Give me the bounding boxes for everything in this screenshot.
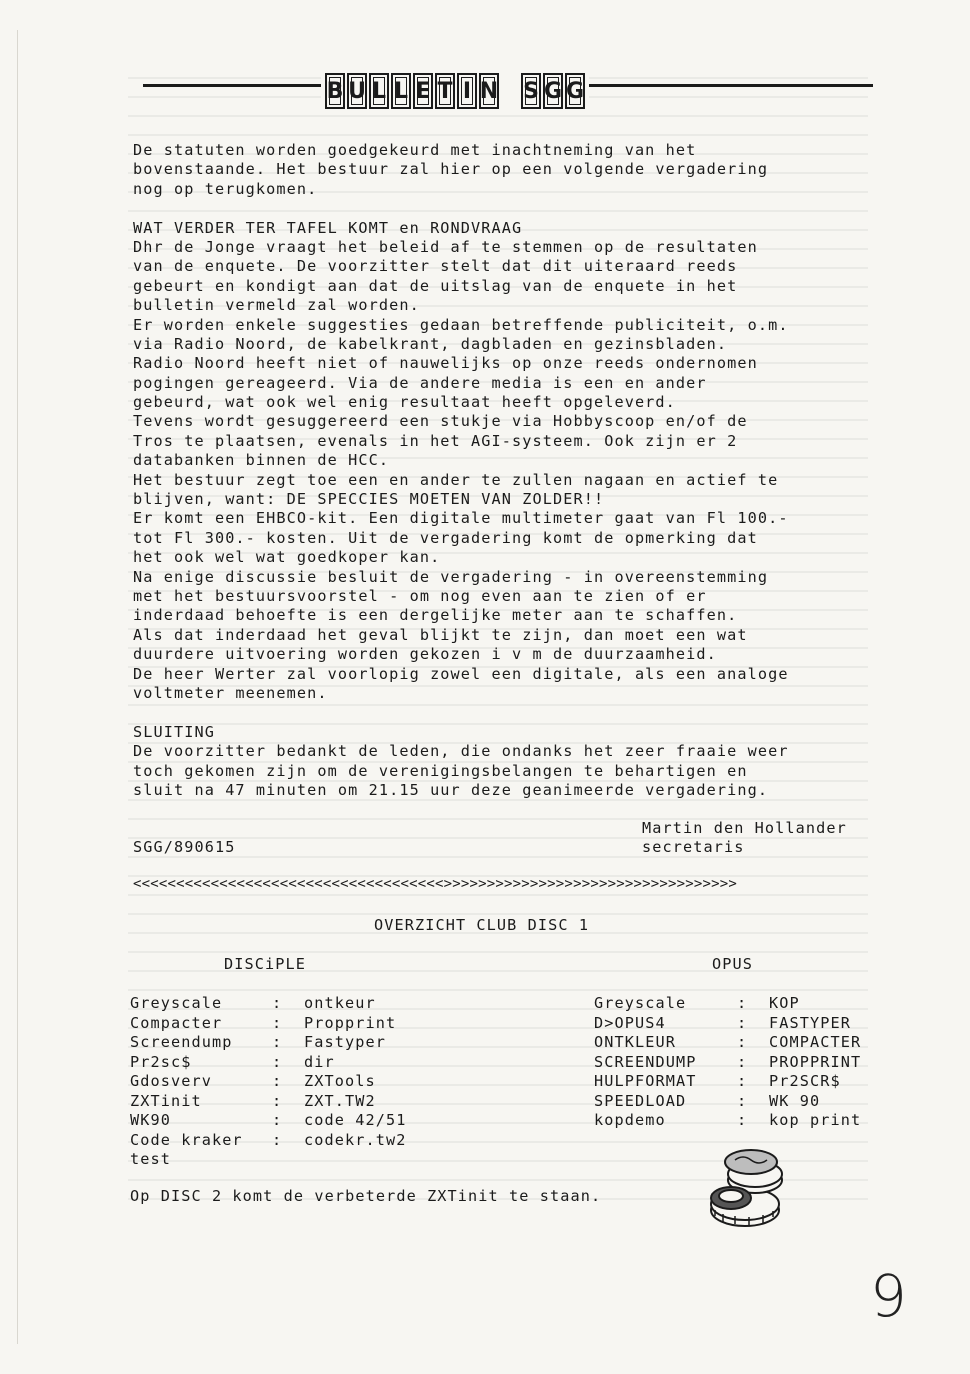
file-name: Screendump <box>130 1033 233 1051</box>
body-line: gebeurt en kondigt aan dat de uitslag van de enquete in het <box>133 276 738 295</box>
file-row <box>130 1072 406 1092</box>
file-row <box>594 1033 861 1053</box>
body-line: Er komt een EHBCO-kit. Een digitale multimeter gaat van Fl 100.- <box>133 509 789 528</box>
body-line: Het bestuur zegt toe een en ander te zullen nagaan en actief te <box>133 470 779 489</box>
body-line: De voorzitter bedankt de leden, die ondanks het zeer fraaie weer <box>133 742 789 761</box>
title-letter-block: G <box>543 73 563 109</box>
title-letter-block: B <box>325 73 345 109</box>
separator-arrows: <<<<<<<<<<<<<<<<<<<<<<<<<<<<<<<<<<<<>>>>>>>>>>>>>>>>>>>>>>>>>>>>>>>>>> <box>133 876 738 892</box>
body-line <box>133 199 883 218</box>
body-line: met het bestuursvoorstel - om nog even aan te zien of er <box>133 586 707 605</box>
body-line: Tros te plaatsen, evenals in het AGI-systeem. Ook zijn er 2 <box>133 431 738 450</box>
body-line: nog op terugkomen. <box>133 179 318 198</box>
body-line: sluit na 47 minuten om 21.15 uur deze geanimeerde vergadering. <box>133 780 769 799</box>
minutes-body <box>133 141 883 800</box>
file-row <box>130 994 406 1014</box>
file-name: COMPACTER <box>769 1033 862 1051</box>
title-letter-block: I <box>457 73 477 109</box>
body-line: WAT VERDER TER TAFEL KOMT en RONDVRAAG <box>133 218 523 237</box>
file-name: codekr.tw2 <box>304 1130 407 1149</box>
title-letter-block: T <box>435 73 455 109</box>
body-line: Tevens wordt gesuggereerd een stukje via Hobbyscoop en/of de <box>133 412 748 431</box>
body-line: bulletin vermeld zal worden. <box>133 296 420 315</box>
body-line: databanken binnen de HCC. <box>133 451 390 470</box>
body-line: De heer Werter zal voorlopig zowel een digitale, als een analoge <box>133 664 789 683</box>
file-name: WK 90 <box>769 1091 821 1110</box>
opus-heading: OPUS <box>712 955 753 973</box>
file-row <box>130 1131 406 1151</box>
row-separator: : <box>737 1072 748 1090</box>
page-edge <box>17 30 18 1344</box>
title-letter-block: N <box>479 73 499 109</box>
page-number: 9 <box>870 1262 907 1330</box>
file-name: KOP <box>769 994 800 1012</box>
body-line: het ook wel wat goedkoper kan. <box>133 548 441 567</box>
body-line: inderdaad behoefte is een dergelijke meter aan te schaffen. <box>133 606 738 625</box>
body-line: via Radio Noord, de kabelkrant, dagbladen en gezinsbladen. <box>133 334 728 353</box>
file-name: SCREENDUMP <box>594 1052 697 1071</box>
file-name: D>OPUS4 <box>594 1013 666 1032</box>
overview-title: OVERZICHT CLUB DISC 1 <box>374 916 590 934</box>
file-name: dir <box>304 1052 335 1071</box>
file-name: test <box>130 1150 171 1168</box>
body-line: gebeurd, wat ook wel enig resultaat heeft opgeleverd. <box>133 393 676 412</box>
body-line: blijven, want: DE SPECCIES MOETEN VAN ZOLDER!! <box>133 490 605 509</box>
file-name: Greyscale <box>594 994 687 1012</box>
opus-file-list <box>594 994 861 1131</box>
file-row <box>594 1053 861 1073</box>
file-row <box>130 1053 406 1073</box>
file-name: Greyscale <box>130 994 223 1012</box>
row-separator: : <box>272 1111 283 1129</box>
row-separator: : <box>272 994 283 1012</box>
file-name: SPEEDLOAD <box>594 1091 687 1110</box>
disciple-file-list <box>130 994 406 1170</box>
body-line: Na enige discussie besluit de vergadering - in overeenstemming <box>133 567 769 586</box>
file-row <box>594 1111 861 1131</box>
file-name: Compacter <box>130 1013 223 1032</box>
file-row <box>130 1111 406 1131</box>
file-name: Code kraker <box>130 1130 243 1149</box>
body-line: bovenstaande. Het bestuur zal hier op een volgende vergadering <box>133 160 769 179</box>
row-separator: : <box>737 1013 748 1032</box>
signature-role: secretaris <box>642 838 745 857</box>
file-row <box>594 1092 861 1112</box>
row-separator <box>272 1150 304 1170</box>
row-separator: : <box>272 1033 283 1051</box>
row-separator: : <box>737 1091 748 1110</box>
body-line: De statuten worden goedgekeurd met inachtneming van het <box>133 141 697 159</box>
body-line: duurdere uitvoering worden gekozen i v m de duurzaamheid. <box>133 645 717 664</box>
file-row <box>130 1014 406 1034</box>
body-line: SLUITING <box>133 722 215 741</box>
signature-right <box>642 819 847 858</box>
file-name: ontkeur <box>304 994 376 1012</box>
file-name: Propprint <box>304 1013 397 1032</box>
file-row <box>130 1033 406 1053</box>
file-row <box>594 1072 861 1092</box>
body-line <box>133 703 883 722</box>
coin-stack-illustration <box>705 1140 785 1232</box>
bulletin-header <box>143 73 873 115</box>
title-letter-block: L <box>391 73 411 109</box>
file-row <box>594 994 861 1014</box>
file-name: HULPFORMAT <box>594 1072 697 1090</box>
signature-name: Martin den Hollander <box>642 819 847 837</box>
file-name: WK90 <box>130 1111 171 1129</box>
bulletin-title <box>321 73 589 109</box>
row-separator: : <box>737 1033 748 1051</box>
row-separator: : <box>737 1052 748 1071</box>
file-name: PROPPRINT <box>769 1052 862 1071</box>
title-letter-block: U <box>347 73 367 109</box>
body-line: pogingen gereageerd. Via de andere media is een en ander <box>133 373 707 392</box>
file-name: Gdosverv <box>130 1072 212 1090</box>
body-line: voltmeter meenemen. <box>133 683 328 702</box>
file-name: FASTYPER <box>769 1013 851 1032</box>
row-separator: : <box>272 1130 283 1149</box>
disciple-heading: DISCiPLE <box>224 955 306 973</box>
body-line: toch gekomen zijn om de verenigingsbelangen te behartigen en <box>133 761 748 780</box>
file-name: Pr2SCR$ <box>769 1072 841 1090</box>
body-line: van de enquete. De voorzitter stelt dat dit uiteraard reeds <box>133 257 738 276</box>
file-name: ZXT.TW2 <box>304 1091 376 1110</box>
title-letter-block: L <box>369 73 389 109</box>
reference-code: SGG/890615 <box>133 838 236 857</box>
disc2-note: Op DISC 2 komt de verbeterde ZXTinit te staan. <box>130 1187 602 1205</box>
body-line: Radio Noord heeft niet of nauwelijks op onze reeds ondernomen <box>133 354 758 373</box>
file-name: ONTKLEUR <box>594 1033 676 1051</box>
row-separator: : <box>737 1111 748 1129</box>
body-line: Als dat inderdaad het geval blijkt te zijn, dan moet een wat <box>133 625 748 644</box>
file-name: code 42/51 <box>304 1111 407 1129</box>
title-letter-block: E <box>413 73 433 109</box>
file-name: Fastyper <box>304 1033 386 1051</box>
file-name: Pr2sc$ <box>130 1052 192 1071</box>
row-separator: : <box>272 1052 283 1071</box>
title-letter-block: G <box>565 73 585 109</box>
file-name: kop print <box>769 1111 862 1129</box>
row-separator: : <box>272 1013 283 1032</box>
body-line: Dhr de Jonge vraagt het beleid af te stemmen op de resultaten <box>133 237 758 256</box>
file-row <box>130 1092 406 1112</box>
body-line: tot Fl 300.- kosten. Uit de vergadering komt de opmerking dat <box>133 528 758 547</box>
row-separator: : <box>272 1091 283 1110</box>
file-name: ZXTinit <box>130 1091 202 1110</box>
file-row <box>130 1150 406 1170</box>
title-letter-block: S <box>521 73 541 109</box>
file-name: kopdemo <box>594 1111 666 1129</box>
row-separator: : <box>272 1072 283 1090</box>
file-name: ZXTools <box>304 1072 376 1090</box>
file-row <box>594 1014 861 1034</box>
body-line: Er worden enkele suggesties gedaan betreffende publiciteit, o.m. <box>133 315 789 334</box>
title-gap <box>501 73 519 109</box>
row-separator: : <box>737 994 748 1012</box>
